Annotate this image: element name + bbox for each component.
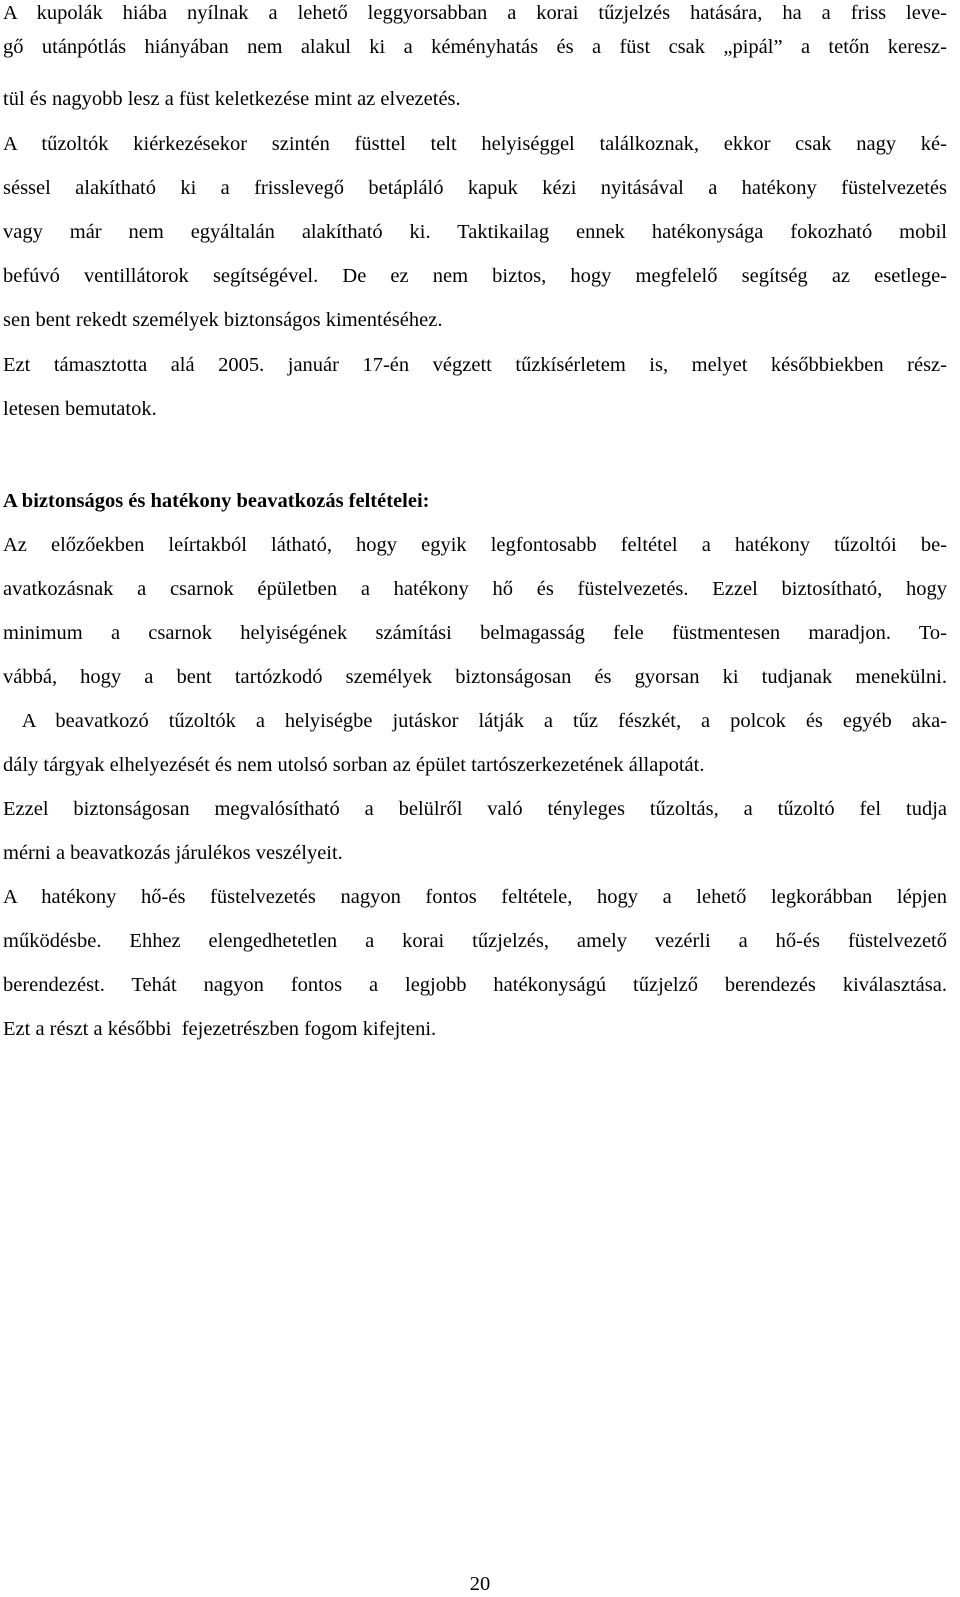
body-text-line: vábbá, hogy a bent tartózkodó személyek biztonságosan és gyorsan ki tudjanak menekülni. xyxy=(3,666,947,688)
body-text-line: Ezt támasztotta alá 2005. január 17-én végzett tűzkísérletem is, melyet későbbiekben rész- xyxy=(3,354,947,376)
body-text-line: tül és nagyobb lesz a füst keletkezése mint az elvezetés. xyxy=(3,88,461,110)
body-text-line: letesen bemutatok. xyxy=(3,398,157,420)
body-text-line: vagy már nem egyáltalán alakítható ki. Taktikailag ennek hatékonysága fokozható mobil xyxy=(3,221,947,243)
body-text-line: Ezzel biztonságosan megvalósítható a belülről való tényleges tűzoltás, a tűzoltó fel tudja xyxy=(3,798,947,820)
body-text-line: A tűzoltók kiérkezésekor szintén füsttel telt helyiséggel találkoznak, ekkor csak nagy ké- xyxy=(3,133,947,155)
body-text-line: séssel alakítható ki a frisslevegő betápláló kapuk kézi nyitásával a hatékony füstelvezetés xyxy=(3,177,947,199)
section-heading: A biztonságos és hatékony beavatkozás feltételei: xyxy=(3,490,430,512)
body-text-line: dály tárgyak elhelyezését és nem utolsó sorban az épület tartószerkezetének állapotát. xyxy=(3,754,705,776)
body-text-line: berendezést. Tehát nagyon fontos a legjobb hatékonyságú tűzjelző berendezés kiválasztása. xyxy=(3,974,947,996)
body-text-line: Az előzőekben leírtakból látható, hogy egyik legfontosabb feltétel a hatékony tűzoltói be- xyxy=(3,534,947,556)
body-text-line: A hatékony hő-és füstelvezetés nagyon fontos feltétele, hogy a lehető legkorábban lépjen xyxy=(3,886,947,908)
body-text-line: Ezt a részt a későbbi fejezetrészben fogom kifejteni. xyxy=(3,1018,437,1040)
body-text-line: minimum a csarnok helyiségének számítási belmagasság fele füstmentesen maradjon. To- xyxy=(3,622,947,644)
page-number: 20 xyxy=(469,1573,491,1595)
body-text-line: gő utánpótlás hiányában nem alakul ki a kéményhatás és a füst csak „pipál” a tetőn keresz- xyxy=(3,36,947,58)
body-text-line: A beavatkozó tűzoltók a helyiségbe jutáskor látják a tűz fészkét, a polcok és egyéb aka- xyxy=(3,710,947,732)
body-text-line: befúvó ventillátorok segítségével. De ez nem biztos, hogy megfelelő segítség az esetlege- xyxy=(3,265,947,287)
body-text-line: mérni a beavatkozás járulékos veszélyeit. xyxy=(3,842,343,864)
body-text-line: A kupolák hiába nyílnak a lehető leggyorsabban a korai tűzjelzés hatására, ha a friss leve- xyxy=(3,2,947,24)
body-text-line: avatkozásnak a csarnok épületben a hatékony hő és füstelvezetés. Ezzel biztosítható, hogy xyxy=(3,578,947,600)
body-text-line: sen bent rekedt személyek biztonságos kimentéséhez. xyxy=(3,309,443,331)
body-text-line: működésbe. Ehhez elengedhetetlen a korai tűzjelzés, amely vezérli a hő-és füstelvezető xyxy=(3,930,947,952)
